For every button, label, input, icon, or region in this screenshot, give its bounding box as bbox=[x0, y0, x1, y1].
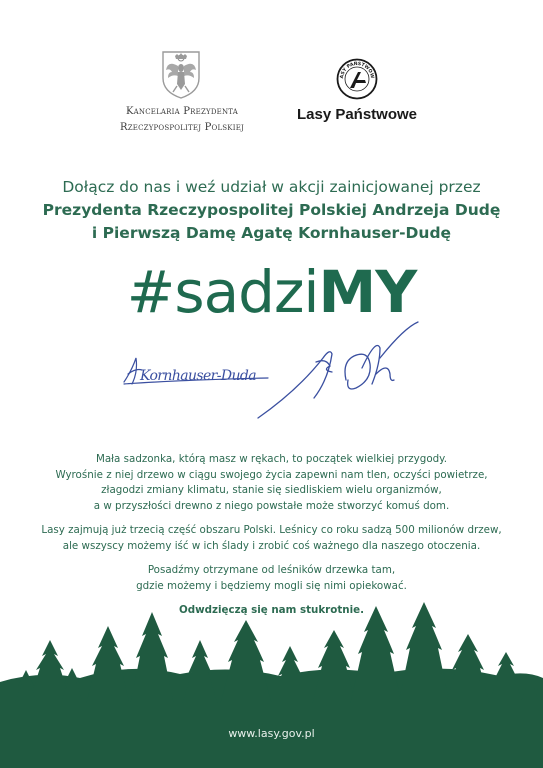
closing-line: Odwdzięczą się nam stukrotnie. bbox=[178, 604, 365, 616]
footer-url-link[interactable]: www.lasy.gov.pl bbox=[228, 727, 315, 740]
forest-silhouette-image bbox=[0, 590, 543, 705]
intro-text bbox=[0, 176, 543, 245]
intro-line-2: Prezydenta Rzeczypospolitej Polskiej Andrzeja Dudę bbox=[42, 201, 501, 219]
lasy-panstwowe-logo-icon bbox=[336, 58, 378, 100]
hashtag-suffix: MY bbox=[318, 258, 417, 326]
p3-line-2: gdzie możemy i będziemy mogli się nimi opiekować. bbox=[136, 579, 407, 592]
signatures-image bbox=[118, 318, 438, 424]
signature-andrzej-duda bbox=[258, 322, 418, 418]
kancelaria-line-2: Rzeczypospolitej Polskiej bbox=[119, 122, 245, 133]
hashtag-prefix: #sadzi bbox=[126, 258, 319, 326]
paragraph-seedling bbox=[0, 452, 543, 514]
p3-line-1: Posadźmy otrzymane od leśników drzewka tam, bbox=[147, 564, 396, 576]
lasy-panstwowe-name: Lasy Państwowe bbox=[296, 106, 418, 123]
p2-line-2: ale wszyscy możemy iść w ich ślady i zrobić coś ważnego dla naszego otoczenia. bbox=[62, 539, 481, 552]
p1-line-4: a w przyszłości drewno z niego powstałe może stworzyć komuś dom. bbox=[93, 499, 450, 512]
kancelaria-line-1: Kancelaria Prezydenta bbox=[125, 106, 239, 117]
p1-line-3: złagodzi zmiany klimatu, stanie się siedliskiem wielu organizmów, bbox=[101, 484, 442, 496]
signature-agata-kornhauser-duda bbox=[124, 358, 268, 384]
p2-line-1: Lasy zajmują już trzecią część obszaru Polski. Leśnicy co roku sadzą 500 milionów drzew, bbox=[41, 524, 502, 536]
intro-line-3: i Pierwszą Damę Agatę Kornhauser-Dudę bbox=[91, 224, 452, 242]
svg-text:LASY PAŃSTWOWE bbox=[336, 58, 375, 79]
p1-line-1: Mała sadzonka, którą masz w rękach, to początek wielkiej przygody. bbox=[95, 453, 448, 465]
paragraph-forests bbox=[0, 523, 543, 554]
kancelaria-prezydenta-name bbox=[100, 104, 264, 136]
lasy-logo-ring-text: ASY PAŃSTWOW bbox=[339, 61, 375, 79]
intro-line-1: Dołącz do nas i weź udział w akcji zainicjowanej przez bbox=[62, 178, 481, 196]
p1-line-2: Wyrośnie z niej drzewo w ciągu swojego życia zapewni nam tlen, oczyści powietrze, bbox=[55, 468, 488, 481]
polish-eagle-emblem-icon bbox=[158, 48, 204, 100]
signature-left-text: Kornhauser-Duda bbox=[140, 368, 257, 384]
